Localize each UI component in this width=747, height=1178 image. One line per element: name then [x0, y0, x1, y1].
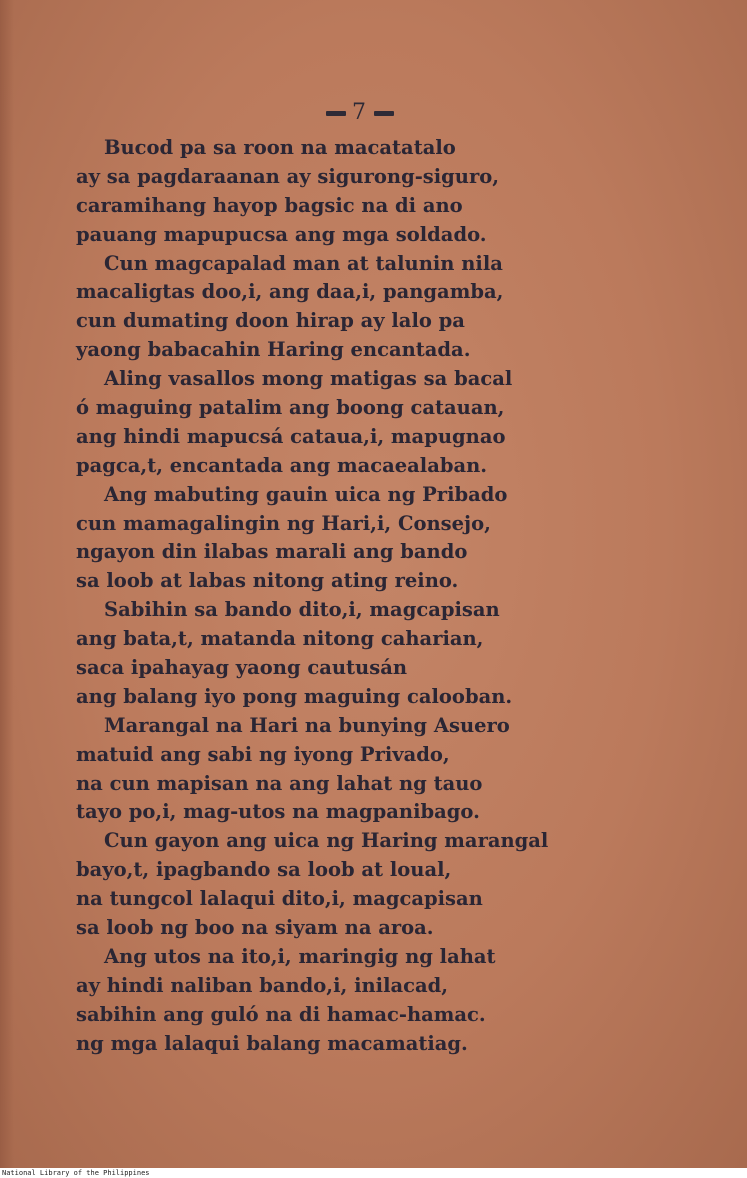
poem-line: Aling vasallos mong matigas sa bacal [104, 367, 513, 391]
poem-line: cun mamagalingin ng Hari,i, Consejo, [76, 511, 491, 535]
footer [0, 1168, 747, 1178]
poem-line: ay hindi naliban bando,i, inilacad, [76, 973, 449, 997]
poem-line: ó maguing patalim ang boong catauan, [76, 396, 505, 420]
poem-line: Marangal na Hari na bunying Asuero [104, 713, 510, 737]
poem-line: sabihin ang guló na di hamac-hamac. [76, 1002, 486, 1026]
poem-line: pauang mapupucsa ang mga soldado. [76, 222, 487, 246]
poem-line: ang bata,t, matanda nitong caharian, [76, 627, 484, 651]
poem-line: caramihang hayop bagsic na di ano [76, 193, 463, 217]
poem-line: sa loob ng boo na siyam na aroa. [76, 916, 434, 940]
poem-line: na tungcol lalaqui dito,i, magcapisan [76, 887, 483, 911]
page-number [300, 100, 420, 125]
poem-line: bayo,t, ipagbando sa loob at loual, [76, 858, 452, 882]
poem-line: ay sa pagdaraanan ay sigurong-siguro, [76, 164, 500, 188]
poem-line: Cun gayon ang uica ng Haring marangal [104, 829, 549, 853]
poem-line: Cun magcapalad man at talunin nila [104, 251, 503, 275]
poem-line: cun dumating doon hirap ay lalo pa [76, 309, 465, 333]
poem-line: Sabihin sa bando dito,i, magcapisan [104, 598, 500, 622]
poem-line: na cun mapisan na ang lahat ng tauo [76, 771, 483, 795]
poem-text [76, 134, 676, 1059]
poem-line: ang hindi mapucsá catauа,i, mapugnao [76, 424, 506, 448]
left-dash [326, 111, 346, 116]
poem-line: Bucod pa sa roon na macatatalo [104, 136, 456, 159]
footer-credit: National Library of the Philippines [2, 1169, 150, 1177]
poem-line: pagca,t, encantada ang macaealaban. [76, 453, 488, 477]
poem-line: ngayon din ilabas marali ang bando [76, 540, 468, 564]
poem-line: sa loob at labas nitong ating reino. [76, 569, 459, 593]
poem-line: matuid ang sabi ng iyong Privado, [76, 742, 450, 766]
poem-line: yaong babacahin Haring encantada. [76, 338, 471, 362]
poem-line: ng mga lalaqui balang macamatiag. [76, 1031, 468, 1055]
page-number-text: 7 [352, 100, 368, 125]
poem-line: ang balang iyo pong maguing calooban. [76, 684, 513, 708]
poem-line: Ang utos na ito,i, maringig ng lahat [104, 944, 496, 968]
right-dash [374, 111, 394, 116]
poem-line: macaligtas doo,i, ang daa,i, pangamba, [76, 280, 504, 304]
poem-line: Ang mabuting gauin uica ng Pribado [104, 482, 508, 506]
poem-line: tayo po,i, mag-utos na magpanibago. [76, 800, 480, 824]
poem-line: saca ipahayag yaong cautusán [76, 656, 408, 680]
